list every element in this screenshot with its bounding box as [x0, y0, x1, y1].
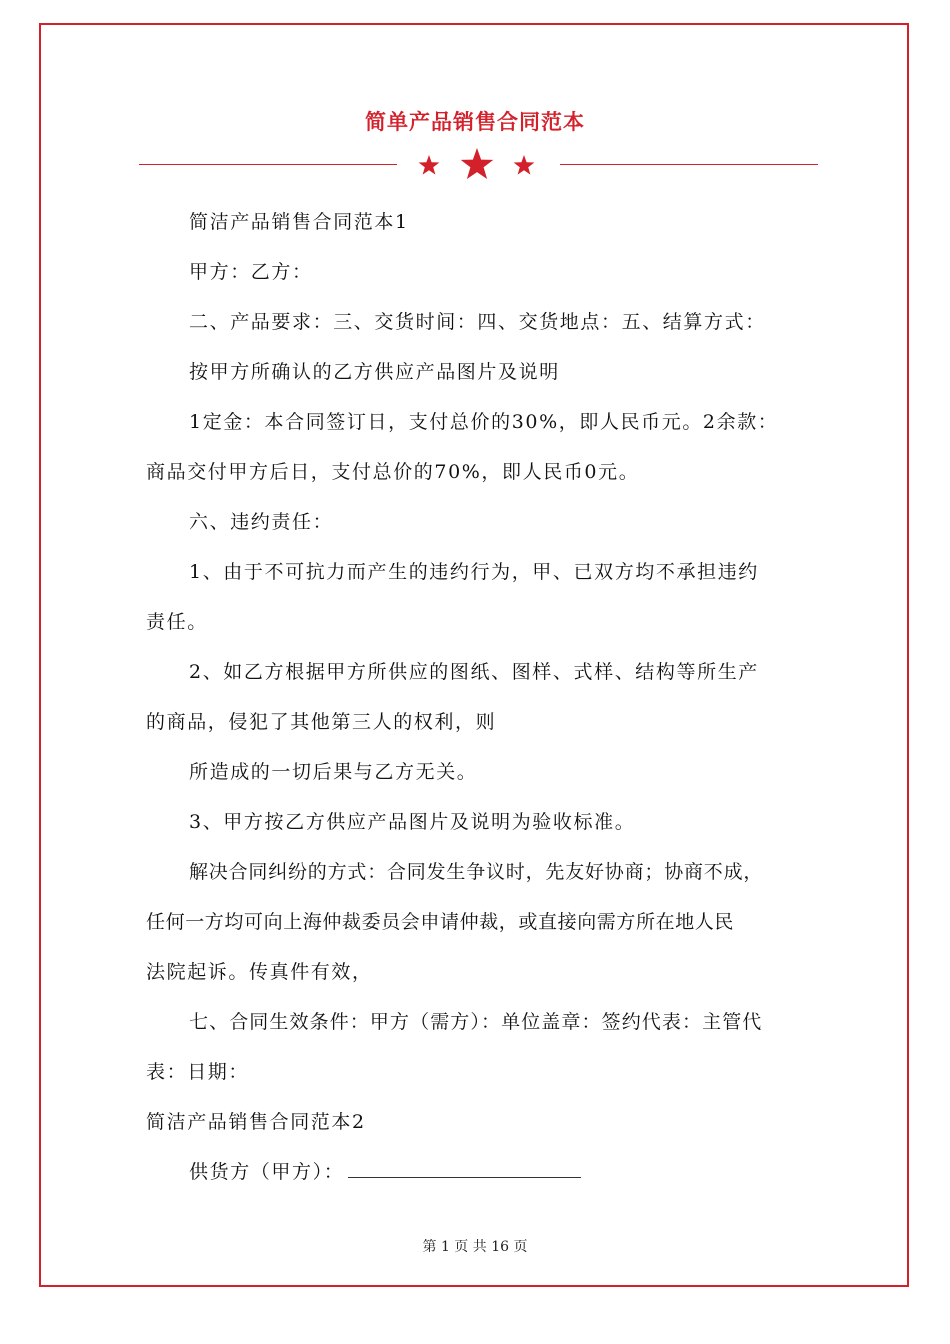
text-line: 1、由于不可抗力而产生的违约行为，甲、已双方均不承担违约 [189, 561, 759, 583]
page-footer: 第 1 页 共 16 页 [422, 1239, 528, 1255]
section-heading: 六、违约责任： [189, 511, 334, 533]
text-line: 3、甲方按乙方供应产品图片及说明为验收标准。 [189, 811, 636, 833]
text-line: 二、产品要求：三、交货时间：四、交货地点：五、结算方式： [189, 311, 766, 333]
page-border [39, 23, 909, 1287]
text-line: 的商品，侵犯了其他第三人的权利，则 [146, 711, 497, 733]
title-divider-left [139, 164, 397, 165]
text-line: 表：日期： [146, 1061, 250, 1083]
text-line: 商品交付甲方后日，支付总价的70%，即人民币0元。 [146, 461, 640, 483]
stars-ornament [410, 146, 550, 186]
text-line: 解决合同纠纷的方式：合同发生争议时，先友好协商；协商不成， [189, 861, 764, 883]
subtitle-line: 简洁产品销售合同范本2 [146, 1111, 366, 1133]
text-line: 所造成的一切后果与乙方无关。 [189, 761, 478, 783]
star-icon [514, 155, 535, 175]
subtitle-line: 简洁产品销售合同范本1 [189, 211, 409, 233]
title-divider-right [560, 164, 818, 165]
star-icon [419, 155, 440, 175]
text-line: 按甲方所确认的乙方供应产品图片及说明 [189, 361, 560, 383]
supplier-label: 供货方（甲方）： [189, 1161, 345, 1183]
star-icon [461, 148, 494, 179]
text-line: 1定金：本合同签订日，支付总价的30%，即人民币元。2余款： [189, 411, 779, 433]
text-line: 责任。 [146, 611, 208, 633]
text-line: 2、如乙方根据甲方所供应的图纸、图样、式样、结构等所生产 [189, 661, 759, 683]
document-title: 简单产品销售合同范本 [365, 109, 585, 134]
text-line: 法院起诉。传真件有效， [146, 961, 373, 983]
text-line: 任何一方均可向上海仲裁委员会申请仲裁，或直接向需方所在地人民 [146, 911, 735, 933]
text-line: 甲方：乙方： [189, 261, 313, 283]
text-line: 七、合同生效条件：甲方（需方）：单位盖章：签约代表：主管代 [189, 1011, 763, 1033]
signature-blank [348, 1159, 581, 1178]
supplier-line [189, 1159, 581, 1185]
